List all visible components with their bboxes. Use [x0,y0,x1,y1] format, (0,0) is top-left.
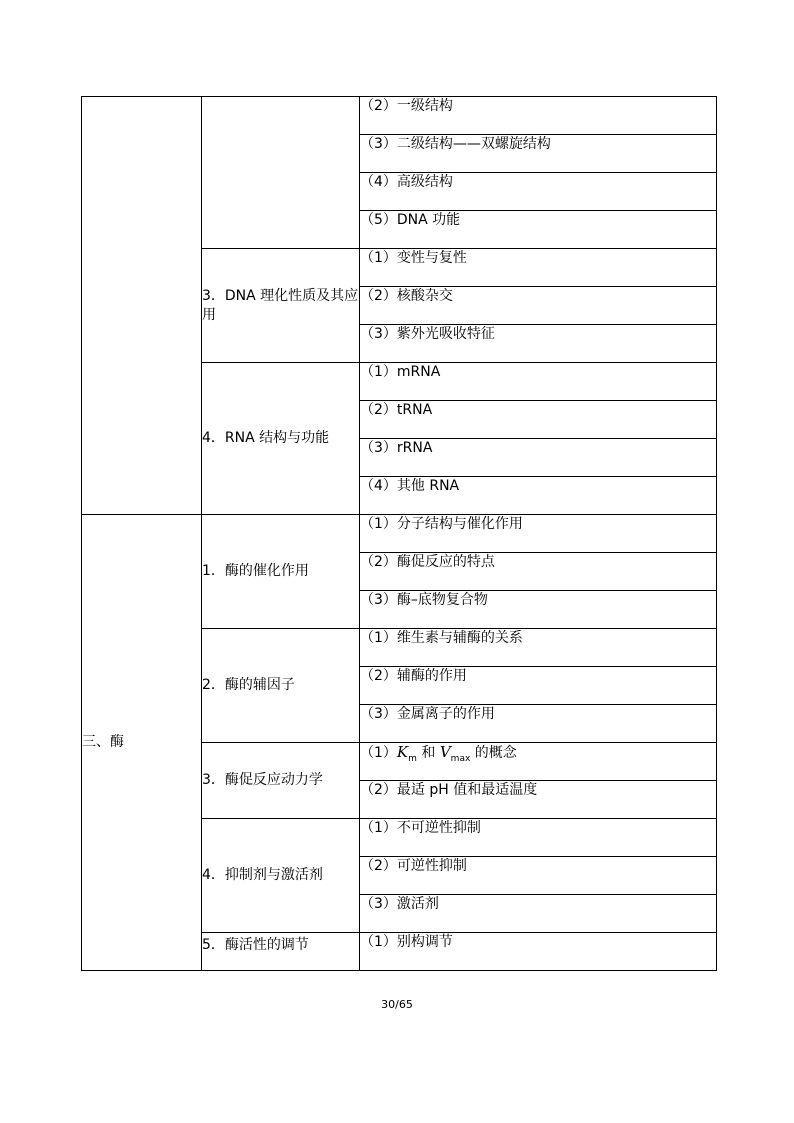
vmax-symbol: V [439,743,451,761]
item-cell: （1）不可逆性抑制 [360,819,717,857]
item-cell: （3）酶–底物复合物 [360,591,717,629]
and-text: 和 [416,745,440,761]
page-number: 30/65 [381,998,413,1011]
item-cell: （4）其他 RNA [360,477,717,515]
topic-cell: 4．抑制剂与激活剂 [202,819,360,933]
item-cell: （2）辅酶的作用 [360,667,717,705]
table-row [82,97,717,135]
item-cell: （1）维生素与辅酶的关系 [360,629,717,667]
item-cell: （4）高级结构 [360,173,717,211]
item-cell: （1）mRNA [360,363,717,401]
topic-cell: 4．RNA 结构与功能 [202,363,360,515]
item-cell: （2）一级结构 [360,97,717,135]
syllabus-table [81,96,717,971]
topic-cell: 1．酶的催化作用 [202,515,360,629]
item-cell: （3）rRNA [360,439,717,477]
item-cell: （2）酶促反应的特点 [360,553,717,591]
km-symbol: K [396,743,409,761]
item-cell: （1）别构调节 [360,933,717,971]
item-cell: （2）最适 pH 值和最适温度 [360,781,717,819]
topic-cell: 2．酶的辅因子 [202,629,360,743]
km-suffix: 的概念 [470,745,517,761]
topic-cell-blank [202,97,360,249]
item-cell: （3）金属离子的作用 [360,705,717,743]
item-cell: （1）变性与复性 [360,249,717,287]
section-cell: 三、酶 [82,515,202,971]
item-cell: （2）核酸杂交 [360,287,717,325]
item-cell: （5）DNA 功能 [360,211,717,249]
item-cell: （3）激活剂 [360,895,717,933]
item-cell: （1）分子结构与催化作用 [360,515,717,553]
section-cell-blank [82,97,202,515]
item-cell-km-vmax [360,743,717,781]
topic-cell: 3．DNA 理化性质及其应用 [202,249,360,363]
topic-cell: 3．酶促反应动力学 [202,743,360,819]
item-cell: （2）可逆性抑制 [360,857,717,895]
vmax-subscript: max [450,753,471,764]
km-prefix: （1） [360,745,397,761]
topic-cell: 5．酶活性的调节 [202,933,360,971]
table-row [82,515,717,553]
item-cell: （3）紫外光吸收特征 [360,325,717,363]
item-cell: （3）二级结构——双螺旋结构 [360,135,717,173]
item-cell: （2）tRNA [360,401,717,439]
km-subscript: m [408,753,417,764]
